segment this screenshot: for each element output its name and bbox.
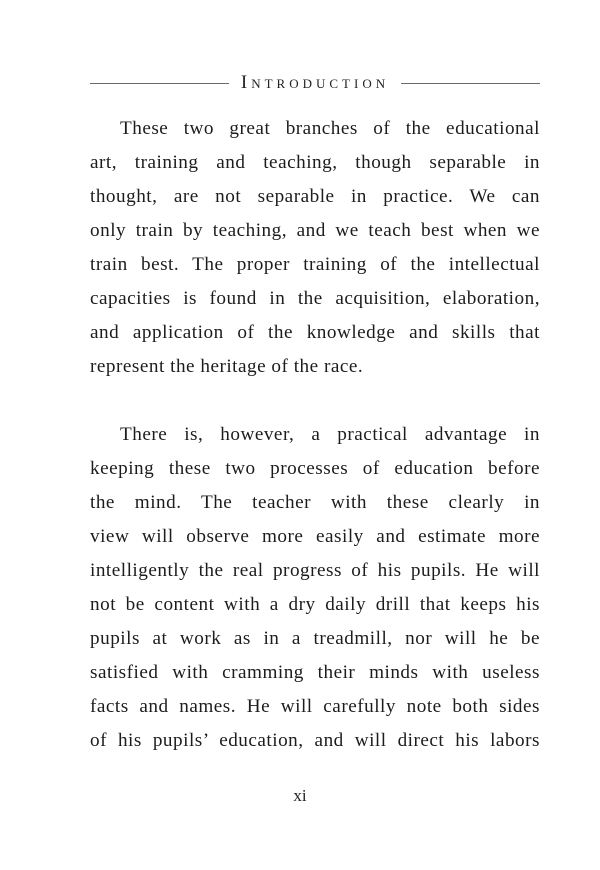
text-line: These two great branches of the educational — [120, 118, 540, 139]
chapter-title: Introduction — [240, 72, 390, 93]
text-line: satisfied with cramming their minds with useless — [90, 662, 540, 683]
text-line: art, training and teaching, though separable in — [90, 152, 540, 173]
text-line: keeping these two processes of education before — [90, 458, 540, 479]
text-line: not be content with a dry daily drill that keeps his — [90, 594, 540, 615]
paragraph — [90, 418, 540, 758]
text-line: view will observe more easily and estimate more — [90, 526, 540, 547]
text-line: represent the heritage of the race. — [90, 356, 364, 377]
chapter-heading — [90, 68, 540, 98]
text-line: and application of the knowledge and skills that — [90, 322, 540, 343]
text-line: the mind. The teacher with these clearly in — [90, 492, 540, 513]
text-line: facts and names. He will carefully note both sides — [90, 696, 540, 717]
page-number: xi — [293, 786, 307, 805]
body-text — [90, 112, 540, 758]
text-line: of his pupils’ education, and will direct his labors — [90, 730, 540, 751]
text-line: pupils at work as in a treadmill, nor will he be — [90, 628, 540, 649]
heading-rule-left — [90, 83, 229, 84]
text-line: intelligently the real progress of his pupils. He will — [90, 560, 540, 581]
text-line: thought, are not separable in practice. We can — [90, 186, 540, 207]
text-line: There is, however, a practical advantage in — [120, 424, 540, 445]
text-line: capacities is found in the acquisition, elaboration, — [90, 288, 540, 309]
text-line: only train by teaching, and we teach best when we — [90, 220, 540, 241]
text-line: train best. The proper training of the intellectual — [90, 254, 540, 275]
heading-rule-right — [401, 83, 540, 84]
paragraph — [90, 112, 540, 384]
